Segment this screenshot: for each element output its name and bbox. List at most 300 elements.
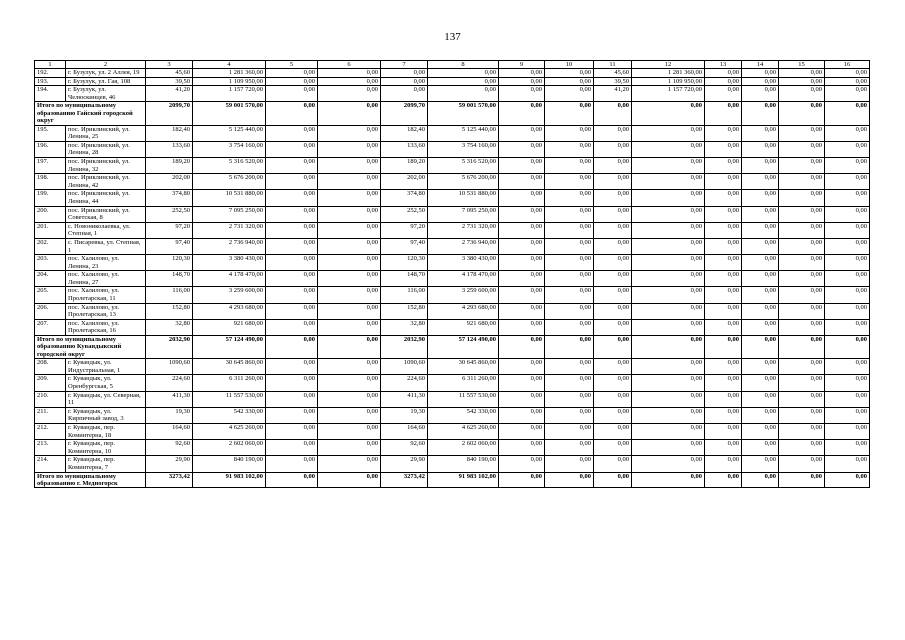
table-cell: 2032,90 <box>381 336 428 359</box>
table-cell: 5 316 520,00 <box>428 157 499 173</box>
table-cell: 0,00 <box>779 86 825 102</box>
table-cell: 0,00 <box>318 319 381 335</box>
table-cell: 7 095 250,00 <box>193 206 266 222</box>
table-cell: 0,00 <box>499 287 545 303</box>
row-number: 210. <box>35 391 66 407</box>
table-cell: 0,00 <box>499 190 545 206</box>
table-cell: 97,20 <box>146 222 193 238</box>
table-row <box>35 407 870 423</box>
table-cell: 2 731 320,00 <box>428 222 499 238</box>
table-cell: 0,00 <box>266 69 318 78</box>
table-cell: 97,40 <box>381 238 428 254</box>
table-row <box>35 391 870 407</box>
table-cell: 0,00 <box>318 174 381 190</box>
table-cell: 0,00 <box>499 255 545 271</box>
address-cell: г. Кувандык, ул. Северная, 11 <box>66 391 146 407</box>
table-cell: 0,00 <box>266 255 318 271</box>
table-cell: 0,00 <box>499 424 545 440</box>
table-cell: 152,80 <box>146 303 193 319</box>
row-number: 213. <box>35 440 66 456</box>
row-number: 195. <box>35 125 66 141</box>
table-cell: 0,00 <box>825 359 870 375</box>
table-cell: 0,00 <box>594 238 632 254</box>
table-cell: 542 330,00 <box>428 407 499 423</box>
table-cell: 0,00 <box>825 190 870 206</box>
row-number: 192. <box>35 69 66 78</box>
table-cell: 0,00 <box>705 336 742 359</box>
address-cell: г. Кувандык, ул. Оренбургская, 5 <box>66 375 146 391</box>
column-number: 13 <box>705 61 742 69</box>
table-cell: 30 645 860,00 <box>428 359 499 375</box>
table-cell: 6 311 260,00 <box>193 375 266 391</box>
table-cell: 0,00 <box>318 206 381 222</box>
row-number: 198. <box>35 174 66 190</box>
address-cell: пос. Халилово, ул. Ленина, 23 <box>66 255 146 271</box>
table-cell: 0,00 <box>499 472 545 488</box>
table-cell: 1 109 950,00 <box>193 77 266 86</box>
table-cell: 0,00 <box>594 424 632 440</box>
subtotal-label: Итого по муниципальному образованию г. Медногорск <box>35 472 146 488</box>
table-cell: 3273,42 <box>146 472 193 488</box>
table-cell: 0,00 <box>499 359 545 375</box>
address-cell: г. Кувандык, пер. Коминтерна, 18 <box>66 424 146 440</box>
table-cell: 0,00 <box>825 319 870 335</box>
table-cell: 0,00 <box>318 141 381 157</box>
table-cell: 0,00 <box>632 472 705 488</box>
table-cell: 1 157 720,00 <box>632 86 705 102</box>
table-cell: 0,00 <box>545 157 594 173</box>
column-number: 7 <box>381 61 428 69</box>
table-cell: 29,90 <box>381 456 428 472</box>
table-cell: 0,00 <box>705 375 742 391</box>
table-cell: 3 754 160,00 <box>428 141 499 157</box>
table-cell: 59 001 570,00 <box>428 102 499 125</box>
table-cell: 0,00 <box>632 190 705 206</box>
table-cell: 0,00 <box>499 206 545 222</box>
table-cell: 0,00 <box>266 222 318 238</box>
column-number: 14 <box>742 61 779 69</box>
column-number: 12 <box>632 61 705 69</box>
column-number-row <box>35 61 870 69</box>
table-cell: 97,20 <box>381 222 428 238</box>
table-cell: 91 983 102,00 <box>193 472 266 488</box>
row-number: 204. <box>35 271 66 287</box>
table-cell: 0,00 <box>742 174 779 190</box>
column-number: 10 <box>545 61 594 69</box>
subtotal-row <box>35 472 870 488</box>
table-cell: 3273,42 <box>381 472 428 488</box>
table-cell: 32,80 <box>381 319 428 335</box>
table-cell: 0,00 <box>632 375 705 391</box>
table-cell: 224,60 <box>381 375 428 391</box>
column-number: 8 <box>428 61 499 69</box>
table-cell: 0,00 <box>318 456 381 472</box>
table-cell: 0,00 <box>266 238 318 254</box>
table-cell: 411,30 <box>146 391 193 407</box>
table-cell: 0,00 <box>594 190 632 206</box>
table-cell: 0,00 <box>779 391 825 407</box>
table-cell: 0,00 <box>266 125 318 141</box>
table-cell: 1 109 950,00 <box>632 77 705 86</box>
table-cell: 0,00 <box>266 456 318 472</box>
table-cell: 0,00 <box>742 238 779 254</box>
table-cell: 0,00 <box>779 174 825 190</box>
row-number: 209. <box>35 375 66 391</box>
table-cell: 0,00 <box>594 141 632 157</box>
table-cell: 0,00 <box>632 456 705 472</box>
table-cell: 0,00 <box>381 77 428 86</box>
address-cell: пос. Ириклинский, ул. Ленина, 44 <box>66 190 146 206</box>
table-cell: 0,00 <box>545 391 594 407</box>
table-cell: 0,00 <box>545 336 594 359</box>
row-number: 202. <box>35 238 66 254</box>
table-cell: 0,00 <box>632 238 705 254</box>
table-row <box>35 238 870 254</box>
row-number: 200. <box>35 206 66 222</box>
table-cell: 0,00 <box>266 336 318 359</box>
table-cell: 0,00 <box>779 69 825 78</box>
table-cell: 0,00 <box>594 287 632 303</box>
table-cell: 0,00 <box>545 86 594 102</box>
table-cell: 0,00 <box>705 359 742 375</box>
table-cell: 0,00 <box>318 472 381 488</box>
table-cell: 0,00 <box>705 102 742 125</box>
table-cell: 0,00 <box>632 319 705 335</box>
table-cell: 0,00 <box>825 102 870 125</box>
table-cell: 3 380 430,00 <box>193 255 266 271</box>
table-cell: 2099,70 <box>381 102 428 125</box>
table-cell: 32,80 <box>146 319 193 335</box>
table-cell: 0,00 <box>742 141 779 157</box>
address-cell: с. Писаревка, ул. Степная, 1 <box>66 238 146 254</box>
table-cell: 0,00 <box>545 190 594 206</box>
column-number: 9 <box>499 61 545 69</box>
table-cell: 0,00 <box>742 69 779 78</box>
table-cell: 0,00 <box>266 190 318 206</box>
table-cell: 0,00 <box>545 222 594 238</box>
table-cell: 10 531 880,00 <box>193 190 266 206</box>
row-number: 214. <box>35 456 66 472</box>
address-cell: с. Новониколаевка, ул. Степная, 1 <box>66 222 146 238</box>
table-cell: 0,00 <box>705 303 742 319</box>
table-cell: 0,00 <box>742 222 779 238</box>
table-row <box>35 255 870 271</box>
table-cell: 0,00 <box>632 157 705 173</box>
table-cell: 0,00 <box>499 125 545 141</box>
row-number: 208. <box>35 359 66 375</box>
table-cell: 0,00 <box>779 303 825 319</box>
table-cell: 5 676 200,00 <box>428 174 499 190</box>
table-cell: 0,00 <box>705 407 742 423</box>
table-cell: 0,00 <box>594 456 632 472</box>
table-cell: 0,00 <box>632 359 705 375</box>
table-cell: 0,00 <box>318 336 381 359</box>
table-cell: 252,50 <box>146 206 193 222</box>
column-number: 1 <box>35 61 66 69</box>
table-cell: 0,00 <box>318 77 381 86</box>
table-row <box>35 141 870 157</box>
table-cell: 0,00 <box>705 141 742 157</box>
table-cell: 3 754 160,00 <box>193 141 266 157</box>
table-cell: 2 736 940,00 <box>193 238 266 254</box>
table-cell: 0,00 <box>266 407 318 423</box>
table-cell: 0,00 <box>825 174 870 190</box>
address-cell: пос. Ириклинский, ул. Советская, 8 <box>66 206 146 222</box>
table-cell: 0,00 <box>381 69 428 78</box>
table-cell: 0,00 <box>545 141 594 157</box>
address-cell: пос. Халилово, ул. Ленина, 27 <box>66 271 146 287</box>
address-cell: г. Кувандык, ул. Кирпичный завод, 3 <box>66 407 146 423</box>
table-cell: 0,00 <box>632 287 705 303</box>
table-cell: 0,00 <box>318 303 381 319</box>
table-cell: 0,00 <box>825 287 870 303</box>
table-cell: 4 178 470,00 <box>193 271 266 287</box>
table-cell: 0,00 <box>825 238 870 254</box>
table-cell: 0,00 <box>742 157 779 173</box>
table-cell: 0,00 <box>779 102 825 125</box>
table-cell: 0,00 <box>705 238 742 254</box>
table-cell: 0,00 <box>632 174 705 190</box>
row-number: 196. <box>35 141 66 157</box>
table-cell: 0,00 <box>825 375 870 391</box>
table-cell: 3 380 430,00 <box>428 255 499 271</box>
table-row <box>35 456 870 472</box>
table-cell: 0,00 <box>742 125 779 141</box>
table-cell: 0,00 <box>594 319 632 335</box>
table-cell: 921 680,00 <box>428 319 499 335</box>
table-cell: 39,50 <box>146 77 193 86</box>
table-cell: 0,00 <box>499 407 545 423</box>
table-cell: 0,00 <box>499 238 545 254</box>
table-cell: 91 983 102,00 <box>428 472 499 488</box>
table-cell: 0,00 <box>318 222 381 238</box>
table-row <box>35 375 870 391</box>
table-cell: 0,00 <box>428 77 499 86</box>
table-cell: 10 531 880,00 <box>428 190 499 206</box>
table-cell: 0,00 <box>742 424 779 440</box>
table-cell: 0,00 <box>779 157 825 173</box>
table-cell: 0,00 <box>742 287 779 303</box>
table-cell: 0,00 <box>318 102 381 125</box>
table-cell: 0,00 <box>545 440 594 456</box>
table-cell: 0,00 <box>499 271 545 287</box>
row-number: 207. <box>35 319 66 335</box>
table-cell: 0,00 <box>499 157 545 173</box>
table-cell: 0,00 <box>266 319 318 335</box>
table-cell: 0,00 <box>545 206 594 222</box>
table-cell: 182,40 <box>381 125 428 141</box>
table-cell: 0,00 <box>499 319 545 335</box>
table-cell: 0,00 <box>594 407 632 423</box>
table-cell: 45,60 <box>146 69 193 78</box>
table-cell: 0,00 <box>705 271 742 287</box>
table-cell: 4 293 680,00 <box>428 303 499 319</box>
table-cell: 0,00 <box>545 271 594 287</box>
table-cell: 0,00 <box>705 456 742 472</box>
table-cell: 0,00 <box>266 86 318 102</box>
subtotal-row <box>35 102 870 125</box>
table-cell: 39,50 <box>594 77 632 86</box>
table-cell: 0,00 <box>381 86 428 102</box>
table-cell: 11 557 530,00 <box>428 391 499 407</box>
table-cell: 5 316 520,00 <box>193 157 266 173</box>
row-number: 201. <box>35 222 66 238</box>
table-cell: 0,00 <box>632 424 705 440</box>
table-cell: 0,00 <box>318 157 381 173</box>
table-cell: 0,00 <box>318 440 381 456</box>
table-cell: 0,00 <box>825 125 870 141</box>
table-cell: 1 157 720,00 <box>193 86 266 102</box>
table-cell: 0,00 <box>779 456 825 472</box>
table-cell: 0,00 <box>705 86 742 102</box>
table-cell: 0,00 <box>825 424 870 440</box>
table-cell: 0,00 <box>594 271 632 287</box>
table-cell: 0,00 <box>499 391 545 407</box>
table-cell: 152,80 <box>381 303 428 319</box>
table-cell: 148,70 <box>146 271 193 287</box>
table-cell: 0,00 <box>545 102 594 125</box>
table-cell: 0,00 <box>705 222 742 238</box>
table-cell: 0,00 <box>594 391 632 407</box>
table-cell: 164,60 <box>381 424 428 440</box>
table-cell: 0,00 <box>825 69 870 78</box>
table-cell: 0,00 <box>705 206 742 222</box>
table-cell: 11 557 530,00 <box>193 391 266 407</box>
table-cell: 0,00 <box>705 125 742 141</box>
table-cell: 0,00 <box>318 125 381 141</box>
table-cell: 0,00 <box>594 174 632 190</box>
table-cell: 0,00 <box>594 359 632 375</box>
table-row <box>35 174 870 190</box>
table-cell: 0,00 <box>266 174 318 190</box>
table-cell: 0,00 <box>318 190 381 206</box>
table-cell: 0,00 <box>545 424 594 440</box>
table-cell: 0,00 <box>545 319 594 335</box>
table-cell: 133,60 <box>381 141 428 157</box>
table-cell: 2 602 060,00 <box>193 440 266 456</box>
table-cell: 0,00 <box>825 222 870 238</box>
table-cell: 0,00 <box>499 77 545 86</box>
table-cell: 0,00 <box>825 255 870 271</box>
table-cell: 0,00 <box>825 472 870 488</box>
table-cell: 4 178 470,00 <box>428 271 499 287</box>
table-cell: 0,00 <box>266 472 318 488</box>
table-cell: 189,20 <box>381 157 428 173</box>
table-row <box>35 222 870 238</box>
table-cell: 2099,70 <box>146 102 193 125</box>
table-cell: 0,00 <box>742 77 779 86</box>
table-cell: 0,00 <box>779 190 825 206</box>
table-cell: 0,00 <box>318 424 381 440</box>
table-cell: 0,00 <box>779 125 825 141</box>
table-cell: 0,00 <box>499 69 545 78</box>
table-cell: 0,00 <box>266 303 318 319</box>
table-cell: 0,00 <box>705 440 742 456</box>
table-cell: 29,90 <box>146 456 193 472</box>
table-row <box>35 319 870 335</box>
subtotal-label: Итого по муниципальному образованию Кувандыкский городской округ <box>35 336 146 359</box>
column-number: 16 <box>825 61 870 69</box>
table-cell: 0,00 <box>266 359 318 375</box>
table-cell: 0,00 <box>742 391 779 407</box>
table-cell: 7 095 250,00 <box>428 206 499 222</box>
table-cell: 0,00 <box>742 102 779 125</box>
table-cell: 0,00 <box>266 102 318 125</box>
table-cell: 0,00 <box>266 206 318 222</box>
table-cell: 0,00 <box>499 222 545 238</box>
table-cell: 840 190,00 <box>428 456 499 472</box>
table-cell: 0,00 <box>825 391 870 407</box>
table-cell: 189,20 <box>146 157 193 173</box>
table-cell: 0,00 <box>705 190 742 206</box>
table-cell: 0,00 <box>594 102 632 125</box>
table-cell: 3 259 600,00 <box>193 287 266 303</box>
table-cell: 4 293 680,00 <box>193 303 266 319</box>
table-cell: 0,00 <box>742 456 779 472</box>
row-number: 203. <box>35 255 66 271</box>
table-cell: 0,00 <box>594 255 632 271</box>
table-cell: 4 625 260,00 <box>428 424 499 440</box>
table-cell: 0,00 <box>594 157 632 173</box>
table-cell: 0,00 <box>705 391 742 407</box>
table-cell: 148,70 <box>381 271 428 287</box>
column-number: 11 <box>594 61 632 69</box>
table-cell: 0,00 <box>632 303 705 319</box>
table-cell: 0,00 <box>318 238 381 254</box>
table-cell: 0,00 <box>266 141 318 157</box>
table-cell: 41,20 <box>594 86 632 102</box>
table-cell: 0,00 <box>825 271 870 287</box>
table-cell: 0,00 <box>825 456 870 472</box>
table-cell: 202,00 <box>146 174 193 190</box>
table-cell: 0,00 <box>594 222 632 238</box>
table-cell: 0,00 <box>742 440 779 456</box>
table-cell: 921 680,00 <box>193 319 266 335</box>
address-cell: пос. Халилово, ул. Пролетарская, 16 <box>66 319 146 335</box>
table-cell: 202,00 <box>381 174 428 190</box>
table-cell: 0,00 <box>318 287 381 303</box>
table-row <box>35 86 870 102</box>
table-cell: 0,00 <box>499 174 545 190</box>
column-number: 3 <box>146 61 193 69</box>
table-cell: 0,00 <box>779 141 825 157</box>
table-cell: 0,00 <box>779 319 825 335</box>
table-cell: 0,00 <box>632 125 705 141</box>
table-cell: 840 190,00 <box>193 456 266 472</box>
column-number: 2 <box>66 61 146 69</box>
address-cell: пос. Ириклинский, ул. Ленина, 28 <box>66 141 146 157</box>
row-number: 199. <box>35 190 66 206</box>
table-cell: 0,00 <box>266 440 318 456</box>
table-cell: 0,00 <box>545 303 594 319</box>
table-cell: 120,30 <box>146 255 193 271</box>
table-cell: 0,00 <box>545 238 594 254</box>
table-cell: 0,00 <box>632 440 705 456</box>
table-cell: 0,00 <box>779 407 825 423</box>
table-cell: 0,00 <box>825 336 870 359</box>
table-cell: 5 125 440,00 <box>428 125 499 141</box>
table-cell: 0,00 <box>428 69 499 78</box>
address-cell: г. Кувандык, пер. Коминтерна, 10 <box>66 440 146 456</box>
table-cell: 0,00 <box>594 375 632 391</box>
table-cell: 0,00 <box>742 206 779 222</box>
table-cell: 0,00 <box>825 77 870 86</box>
table-cell: 224,60 <box>146 375 193 391</box>
table-cell: 0,00 <box>594 303 632 319</box>
address-cell: г. Бузулук, ул. 2 Аллея, 19 <box>66 69 146 78</box>
table-cell: 0,00 <box>594 336 632 359</box>
row-number: 193. <box>35 77 66 86</box>
